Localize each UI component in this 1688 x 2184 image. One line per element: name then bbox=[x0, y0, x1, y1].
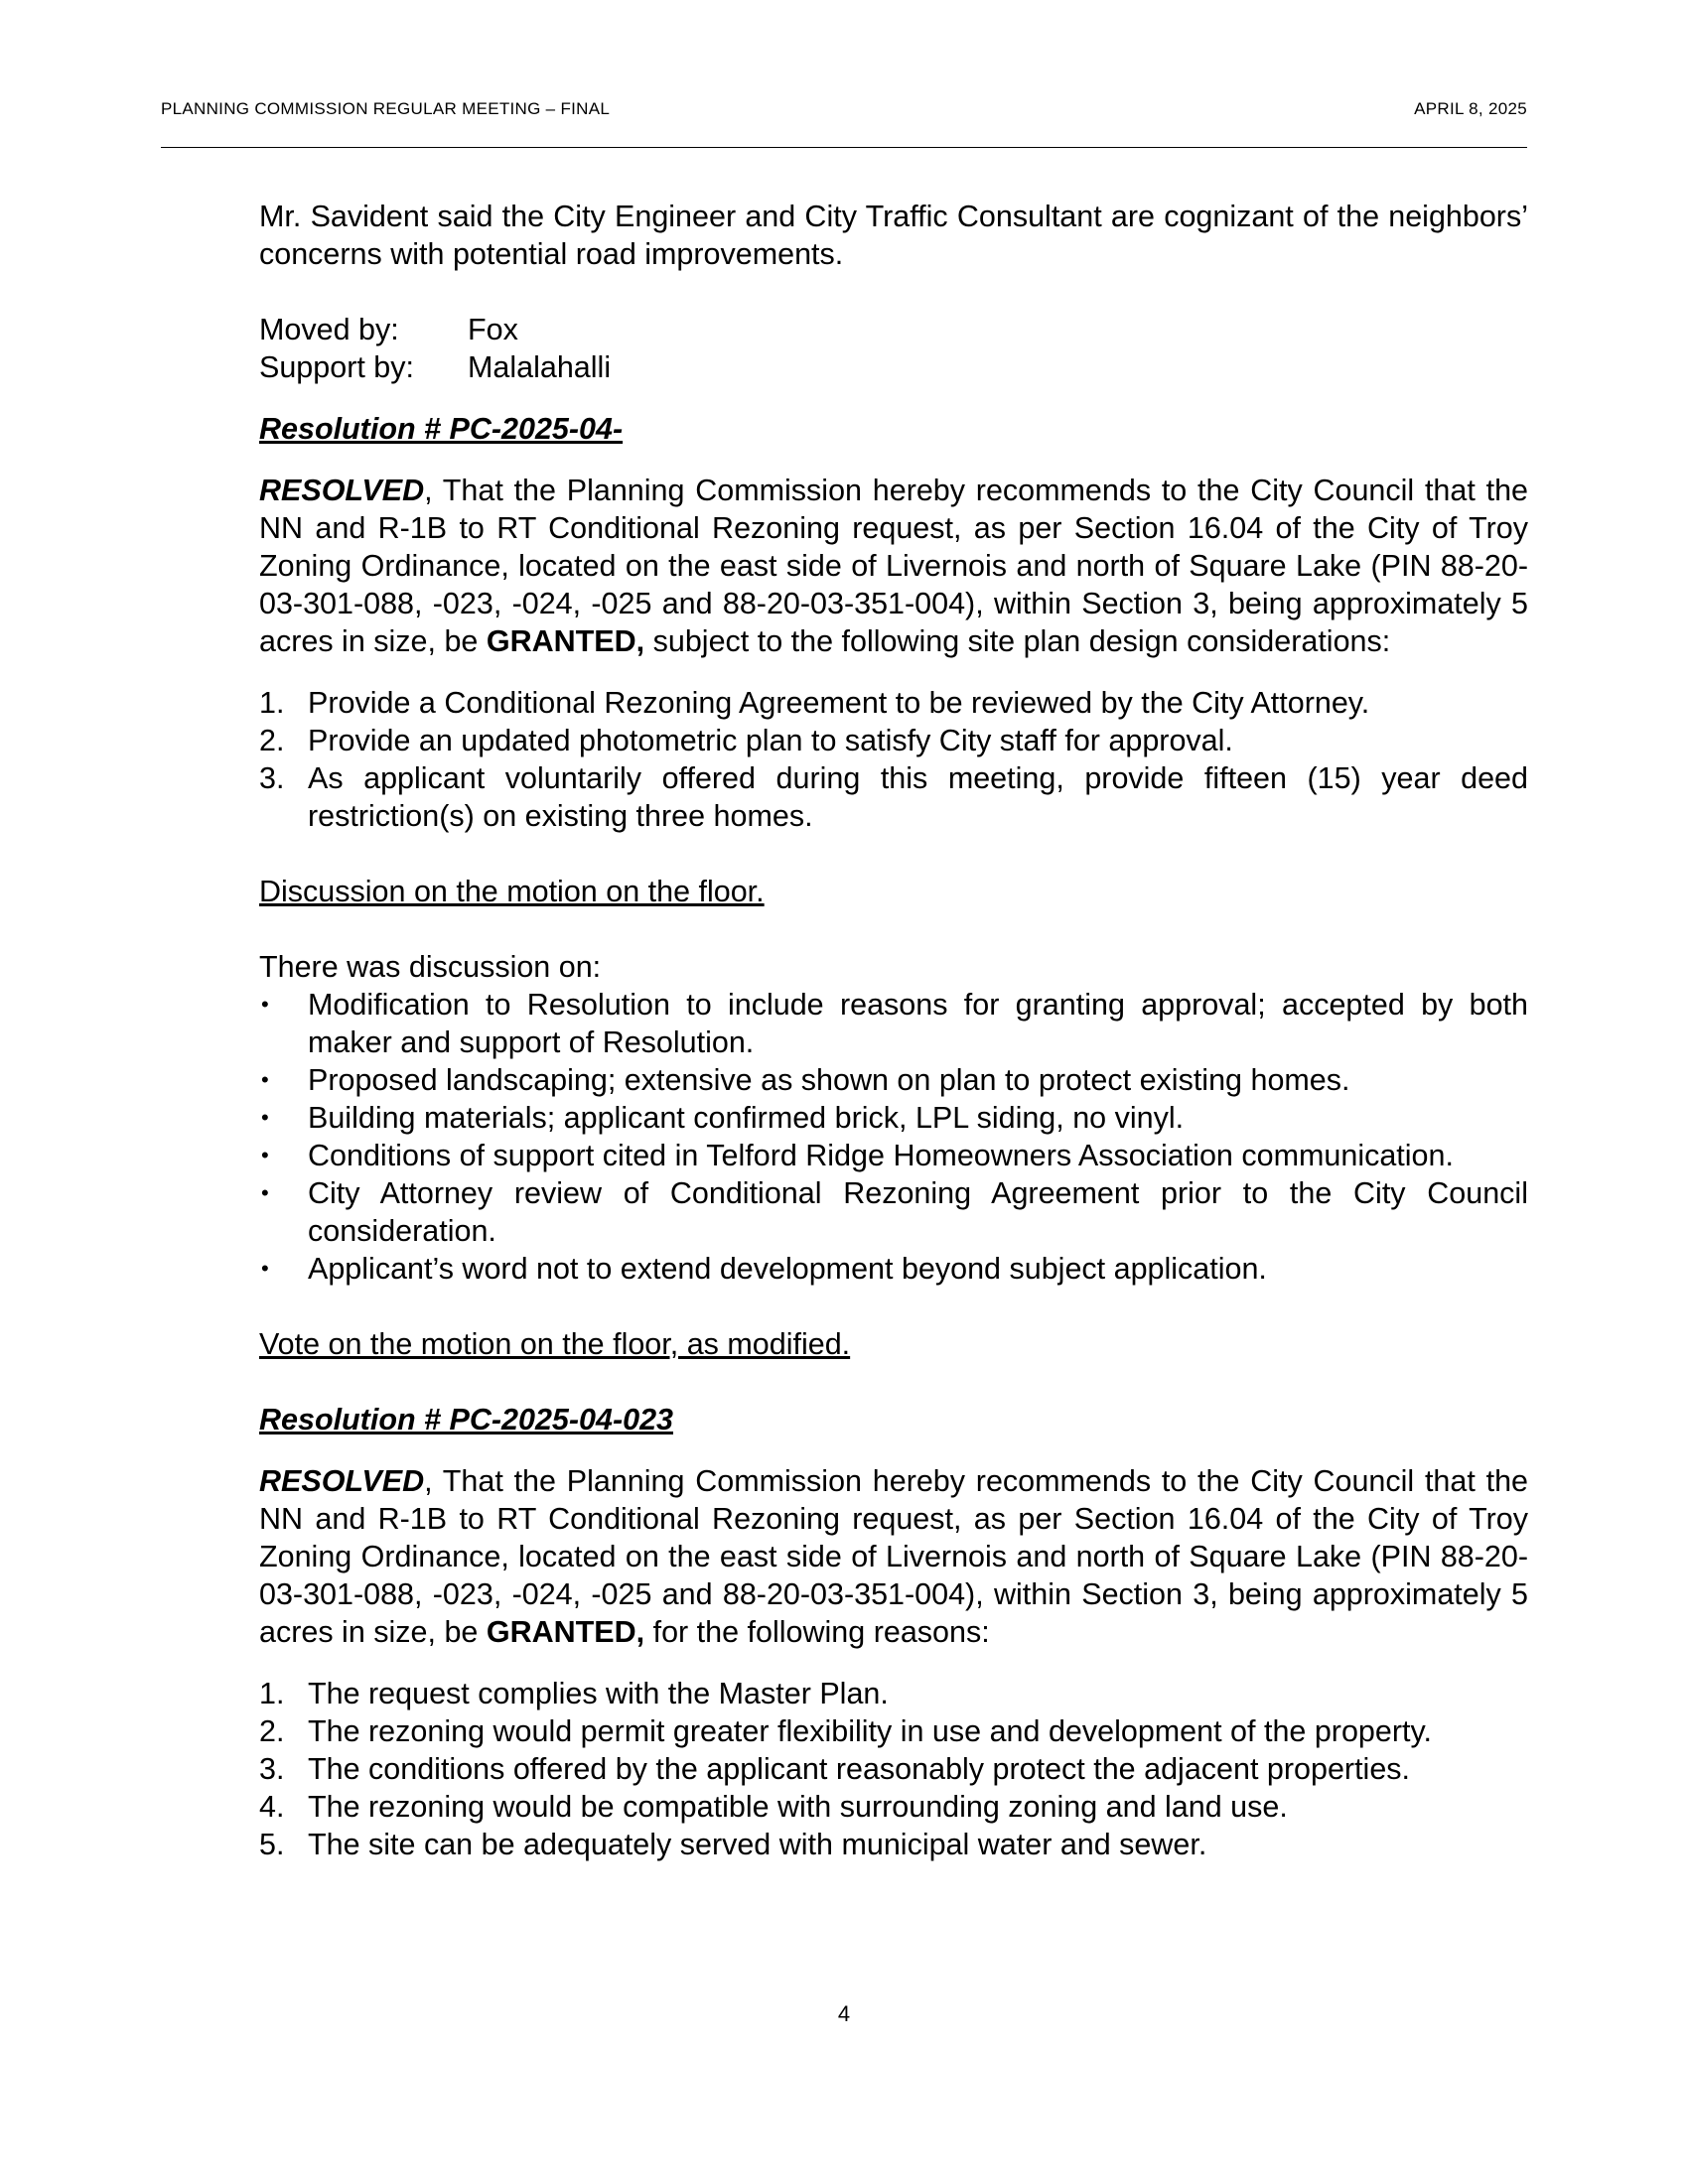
discussion-bullet-list bbox=[259, 986, 1528, 1288]
page-number: 4 bbox=[837, 2001, 851, 2026]
header-date: APRIL 8, 2025 bbox=[1414, 99, 1527, 118]
list-item bbox=[259, 1826, 1528, 1863]
list-item bbox=[259, 722, 1528, 759]
list-item-number: 2. bbox=[259, 724, 285, 757]
intro-paragraph: Mr. Savident said the City Engineer and City Traffic Consultant are cognizant of the neighbors’ concerns with potential road improvements. bbox=[259, 200, 1528, 271]
list-item-number: 1. bbox=[259, 1677, 285, 1710]
resolution1-text-after: subject to the following site plan design considerations: bbox=[644, 624, 1391, 658]
vote-heading bbox=[259, 1325, 1528, 1363]
moved-by-row bbox=[259, 311, 1528, 348]
list-item-text: Provide an updated photometric plan to satisfy City staff for approval. bbox=[308, 724, 1233, 757]
page-header bbox=[161, 99, 1527, 123]
vote-heading-text: Vote on the motion on the floor, as modified. bbox=[259, 1327, 851, 1361]
support-by-label: Support by: bbox=[259, 350, 414, 384]
list-item bbox=[259, 1174, 1528, 1250]
support-by-row bbox=[259, 348, 1528, 386]
list-item-text: The conditions offered by the applicant reasonably protect the adjacent properties. bbox=[308, 1752, 1411, 1786]
header-rule bbox=[161, 147, 1527, 148]
resolution2-text-after: for the following reasons: bbox=[644, 1615, 990, 1649]
bullet-icon: • bbox=[261, 992, 269, 1017]
list-item bbox=[259, 1712, 1528, 1750]
list-item bbox=[259, 1250, 1528, 1288]
list-item bbox=[259, 1061, 1528, 1099]
list-item-text: Provide a Conditional Rezoning Agreement to be reviewed by the City Attorney. bbox=[308, 686, 1370, 720]
bullet-icon: • bbox=[261, 1143, 269, 1167]
moved-by-label: Moved by: bbox=[259, 313, 399, 346]
document-body bbox=[259, 198, 1528, 1863]
list-item-text: As applicant voluntarily offered during this meeting, provide fifteen (15) year deed restriction(s) on existing three homes. bbox=[308, 761, 1528, 833]
list-item bbox=[259, 1675, 1528, 1712]
list-item-text: The rezoning would be compatible with surrounding zoning and land use. bbox=[308, 1790, 1288, 1824]
bullet-icon: • bbox=[261, 1105, 269, 1130]
list-item bbox=[259, 1750, 1528, 1788]
list-item bbox=[259, 1137, 1528, 1174]
list-item-text: The request complies with the Master Plan. bbox=[308, 1677, 889, 1710]
resolution1-text-before: , That the Planning Commission hereby recommends to the City Council that the NN and R-1B to RT Conditional Rezoning request, as per Section 16.04 of the City of Troy Zoning Ordinance, located on the east side of Livernois and north of Square Lake (PIN 88-20-03-301-088, -023, -024, -025 and 88-20-03-351-004), within Section 3, being approximately 5 acres in size, be bbox=[259, 474, 1528, 658]
list-item bbox=[259, 1788, 1528, 1826]
resolution1-resolved-word: RESOLVED bbox=[259, 474, 425, 507]
list-item-text: Applicant’s word not to extend development beyond subject application. bbox=[308, 1252, 1267, 1286]
resolution2-reasons-list bbox=[259, 1675, 1528, 1863]
resolution2-text-before: , That the Planning Commission hereby recommends to the City Council that the NN and R-1B to RT Conditional Rezoning request, as per Section 16.04 of the City of Troy Zoning Ordinance, located on the east side of Livernois and north of Square Lake (PIN 88-20-03-301-088, -023, -024, -025 and 88-20-03-351-004), within Section 3, being approximately 5 acres in size, be bbox=[259, 1464, 1528, 1649]
resolution2-paragraph bbox=[259, 1462, 1528, 1651]
resolution1-heading-text: Resolution # PC-2025-04- bbox=[259, 412, 624, 446]
list-item-text: City Attorney review of Conditional Rezoning Agreement prior to the City Council consideration. bbox=[308, 1176, 1528, 1248]
resolution1-granted: GRANTED, bbox=[486, 624, 645, 658]
list-item-number: 4. bbox=[259, 1790, 285, 1824]
list-item-text: Building materials; applicant confirmed brick, LPL siding, no vinyl. bbox=[308, 1101, 1185, 1135]
resolution1-paragraph bbox=[259, 472, 1528, 660]
bullet-icon: • bbox=[261, 1067, 269, 1092]
list-item-text: Conditions of support cited in Telford Ridge Homeowners Association communication. bbox=[308, 1139, 1454, 1172]
list-item bbox=[259, 986, 1528, 1061]
discussion-heading bbox=[259, 873, 1528, 910]
moved-by-value: Fox bbox=[468, 313, 518, 346]
support-by-value: Malalahalli bbox=[468, 350, 612, 384]
bullet-icon: • bbox=[261, 1180, 269, 1205]
list-item bbox=[259, 1099, 1528, 1137]
bullet-icon: • bbox=[261, 1256, 269, 1281]
list-item-text: The site can be adequately served with municipal water and sewer. bbox=[308, 1828, 1207, 1861]
resolution1-heading bbox=[259, 410, 1528, 448]
list-item-number: 3. bbox=[259, 1752, 285, 1786]
list-item-text: Modification to Resolution to include reasons for granting approval; accepted by both maker and support of Resolution. bbox=[308, 988, 1528, 1059]
list-item bbox=[259, 684, 1528, 722]
list-item-text: The rezoning would permit greater flexibility in use and development of the property. bbox=[308, 1714, 1432, 1748]
resolution2-heading bbox=[259, 1401, 1528, 1438]
resolution1-conditions-list bbox=[259, 684, 1528, 835]
motion-block bbox=[259, 311, 1528, 386]
list-item-number: 1. bbox=[259, 686, 285, 720]
header-meeting-title: PLANNING COMMISSION REGULAR MEETING – FINAL bbox=[161, 99, 611, 118]
list-item-number: 2. bbox=[259, 1714, 285, 1748]
resolution2-resolved-word: RESOLVED bbox=[259, 1464, 425, 1498]
list-item-number: 3. bbox=[259, 761, 285, 795]
discussion-heading-text: Discussion on the motion on the floor. bbox=[259, 875, 765, 908]
list-item-number: 5. bbox=[259, 1828, 285, 1861]
discussion-lead: There was discussion on: bbox=[259, 950, 602, 984]
list-item bbox=[259, 759, 1528, 835]
resolution2-granted: GRANTED, bbox=[486, 1615, 645, 1649]
resolution2-heading-text: Resolution # PC-2025-04-023 bbox=[259, 1403, 673, 1436]
list-item-text: Proposed landscaping; extensive as shown on plan to protect existing homes. bbox=[308, 1063, 1350, 1097]
